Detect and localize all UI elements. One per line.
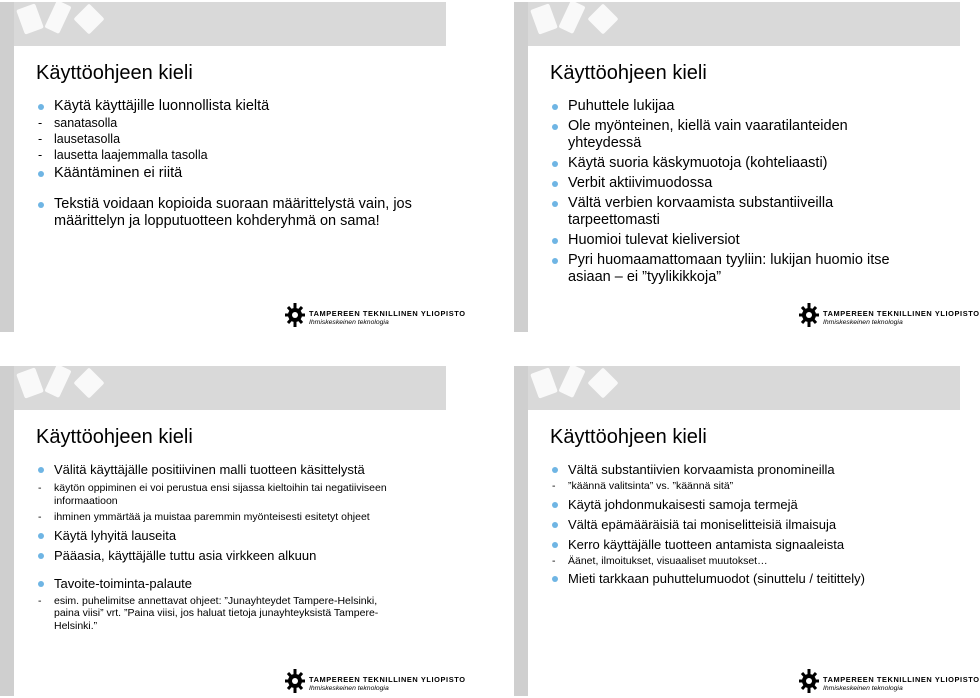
logo-title: TAMPEREEN TEKNILLINEN YLIOPISTO — [309, 675, 466, 684]
slide-sidebar — [514, 366, 528, 696]
logo-title: TAMPEREEN TEKNILLINEN YLIOPISTO — [309, 309, 466, 318]
slide-4 — [514, 366, 980, 696]
logo-subtitle: Ihmiskeskeinen teknologia — [309, 319, 389, 326]
sub-bullet-item: - ”käännä valitsinta” vs. ”käännä sitä” — [550, 480, 952, 493]
bullet-item: Pääasia, käyttäjälle tuttu asia virkkeen alkuun — [36, 548, 438, 564]
bullet-item: Välitä käyttäjälle positiivinen malli tuotteen käsittelystä — [36, 462, 438, 478]
bullet-item: Tekstiä voidaan kopioida suoraan määrittelystä vain, jos määrittelyn ja lopputuotteen kohderyhmä on sama! — [36, 196, 434, 230]
sub-bullet-item: - sanatasolla — [36, 115, 438, 131]
bullet-item: Huomioi tulevat kieliversiot — [550, 232, 952, 249]
slide-2 — [514, 2, 980, 332]
gear-decoration-icon — [514, 2, 634, 46]
sub-bullet-item: - ihminen ymmärtää ja muistaa paremmin myönteisesti esitetyt ohjeet — [36, 511, 384, 524]
university-logo-icon — [798, 302, 820, 328]
bullet-item: Vältä epämääräisiä tai moniselitteisiä ilmaisuja — [550, 517, 952, 533]
logo-title: TAMPEREEN TEKNILLINEN YLIOPISTO — [823, 309, 980, 318]
sub-bullet-item: - lausetta laajemmalla tasolla — [36, 147, 438, 163]
bullet-item: Tavoite-toiminta-palaute — [36, 576, 438, 592]
slide-title: Käyttöohjeen kieli — [36, 62, 193, 84]
bullet-item: Käytä lyhyitä lauseita — [36, 528, 438, 544]
sub-bullet-item: - esim. puhelimitse annettavat ohjeet: ”Junayhteydet Tampere-Helsinki, paina viisi” vrt. ”Paina viisi, jos haluat tietoja junayhteyksistä Tampere-Helsinki.” — [36, 595, 394, 633]
slide-content — [36, 98, 438, 230]
bullet-item: Käytä johdonmukaisesti samoja termejä — [550, 497, 952, 513]
bullet-item: Verbit aktiivimuodossa — [550, 175, 952, 192]
slide-content — [550, 462, 952, 587]
gear-decoration-icon — [0, 366, 120, 410]
logo-subtitle: Ihmiskeskeinen teknologia — [309, 685, 389, 692]
slide-content — [550, 98, 952, 286]
bullet-item: Ole myönteinen, kiellä vain vaaratilanteiden yhteydessä — [550, 118, 908, 152]
bullet-item: Käytä käyttäjille luonnollista kieltä — [36, 98, 438, 115]
university-logo — [284, 302, 466, 330]
bullet-item: Käytä suoria käskymuotoja (kohteliaasti) — [550, 155, 952, 172]
university-logo-icon — [284, 302, 306, 328]
bullet-item: Kerro käyttäjälle tuotteen antamista signaaleista — [550, 537, 952, 553]
slide-1 — [0, 2, 466, 332]
university-logo — [798, 302, 980, 330]
slide-sidebar — [0, 366, 14, 696]
bullet-item: Vältä substantiivien korvaamista pronomineilla — [550, 462, 952, 478]
spacer — [36, 182, 438, 196]
university-logo-icon — [798, 668, 820, 694]
slide-title: Käyttöohjeen kieli — [36, 426, 193, 448]
bullet-item: Pyri huomaamattomaan tyyliin: lukijan huomio itse asiaan – ei ”tyylikikkoja” — [550, 252, 923, 286]
university-logo — [798, 668, 980, 696]
bullet-item: Kääntäminen ei riitä — [36, 165, 438, 182]
gear-decoration-icon — [514, 366, 634, 410]
bullet-item: Puhuttele lukijaa — [550, 98, 952, 115]
university-logo — [284, 668, 466, 696]
slide-content — [36, 462, 438, 632]
slide-title: Käyttöohjeen kieli — [550, 426, 707, 448]
spacer — [36, 564, 438, 576]
bullet-item: Vältä verbien korvaamista substantiiveilla tarpeettomasti — [550, 195, 908, 229]
sub-bullet-item: - käytön oppiminen ei voi perustua ensi sijassa kieltoihin tai negatiiviseen informaatioon — [36, 482, 394, 507]
logo-subtitle: Ihmiskeskeinen teknologia — [823, 685, 903, 692]
slide-3 — [0, 366, 466, 696]
slide-title: Käyttöohjeen kieli — [550, 62, 707, 84]
university-logo-icon — [284, 668, 306, 694]
slide-sidebar — [0, 2, 14, 332]
sub-bullet-item: - Äänet, ilmoitukset, visuaaliset muutokset… — [550, 555, 952, 568]
gear-decoration-icon — [0, 2, 120, 46]
slide-sidebar — [514, 2, 528, 332]
sub-bullet-item: - lausetasolla — [36, 131, 438, 147]
logo-title: TAMPEREEN TEKNILLINEN YLIOPISTO — [823, 675, 980, 684]
bullet-item: Mieti tarkkaan puhuttelumuodot (sinuttelu / teitittely) — [550, 571, 952, 587]
logo-subtitle: Ihmiskeskeinen teknologia — [823, 319, 903, 326]
